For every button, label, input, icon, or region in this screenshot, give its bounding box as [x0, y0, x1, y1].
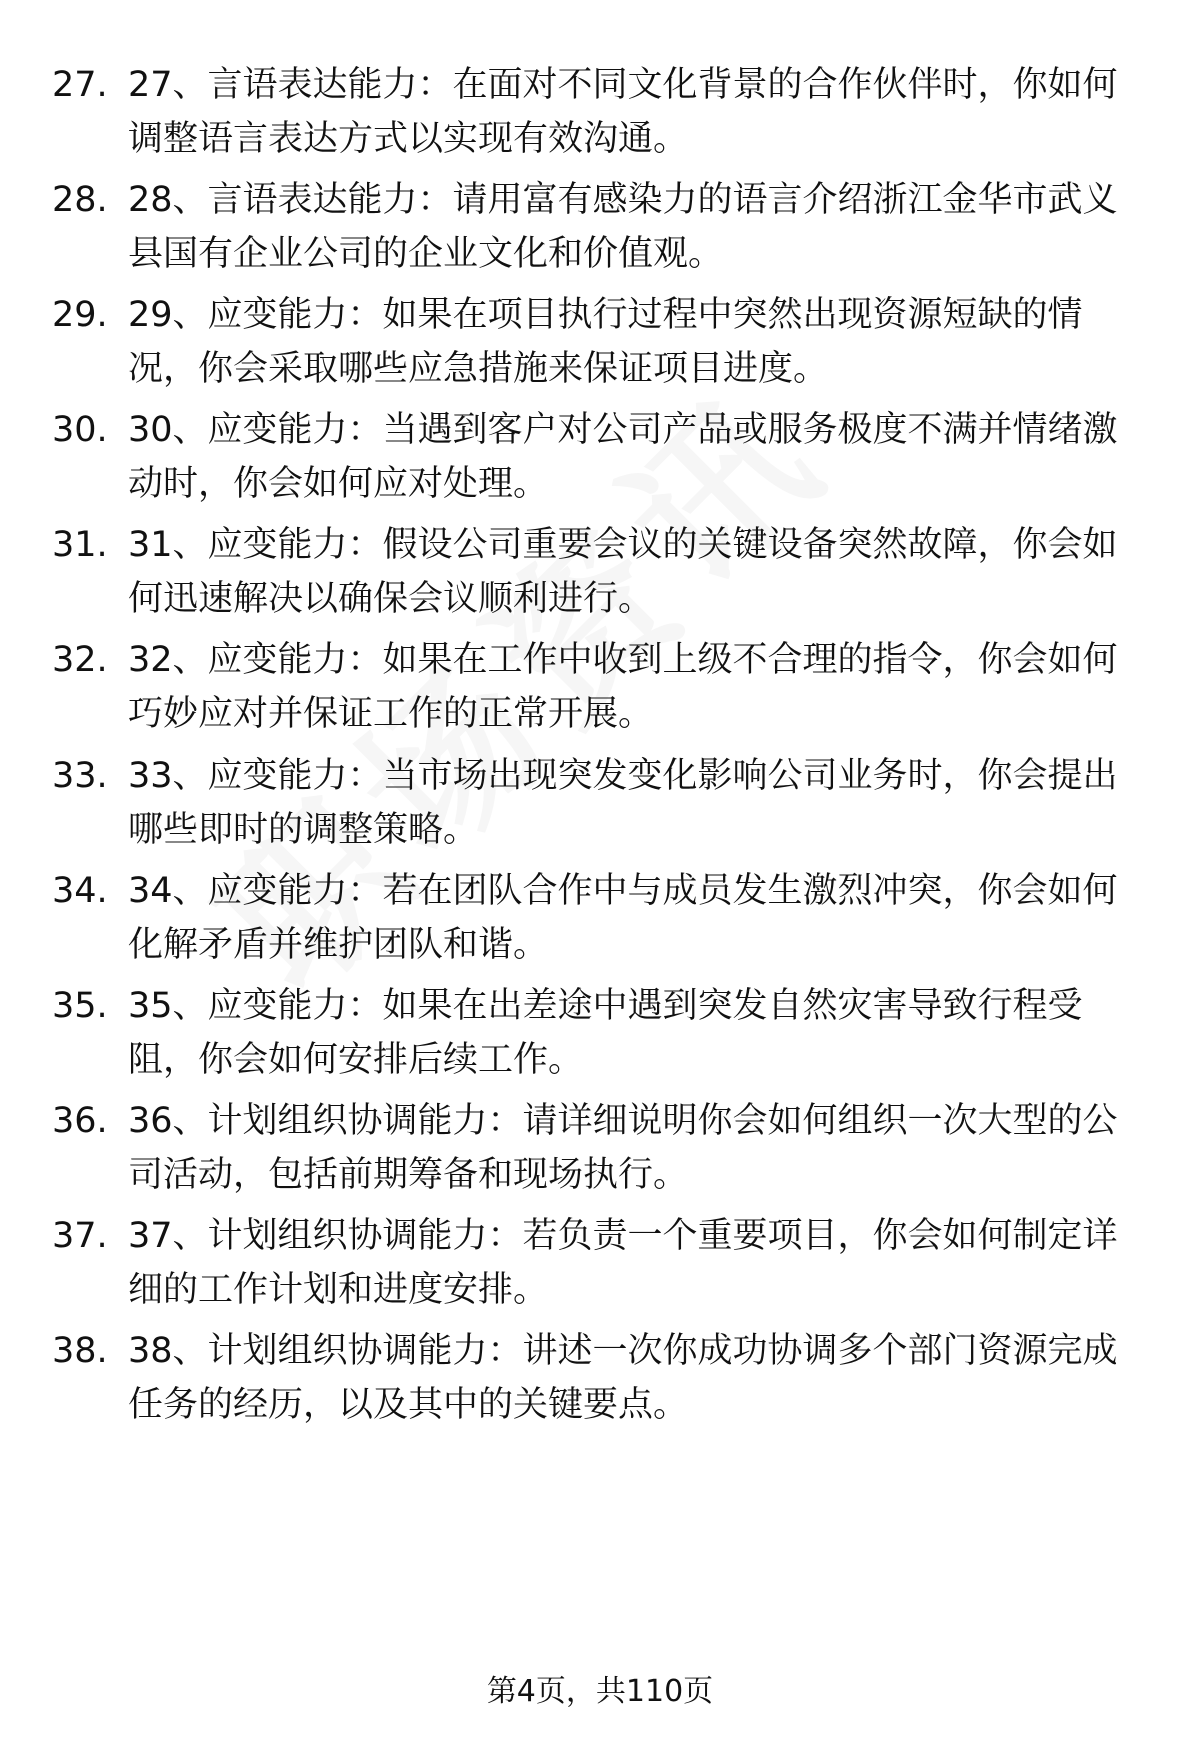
- item-text: 33、应变能力：当市场出现突发变化影响公司业务时，你会提出哪些即时的调整策略。: [128, 756, 1118, 850]
- item-number: 37.: [52, 1216, 108, 1256]
- item-text: 35、应变能力：如果在出差途中遇到突发自然灾害导致行程受阻，你会如何安排后续工作。: [128, 986, 1083, 1080]
- item-text: 32、应变能力：如果在工作中收到上级不合理的指令，你会如何巧妙应对并保证工作的正常开展。: [128, 640, 1118, 734]
- item-text: 28、言语表达能力：请用富有感染力的语言介绍浙江金华市武义县国有企业公司的企业文化和价值观。: [128, 180, 1118, 274]
- item-number: 34.: [52, 871, 108, 911]
- item-text: 31、应变能力：假设公司重要会议的关键设备突然故障，你会如何迅速解决以确保会议顺利进行。: [128, 525, 1118, 619]
- item-number: 33.: [52, 756, 108, 796]
- item-number: 35.: [52, 986, 108, 1026]
- item-number: 38.: [52, 1331, 108, 1371]
- page-footer: 第4页，共110页: [486, 1674, 714, 1709]
- item-text: 29、应变能力：如果在项目执行过程中突然出现资源短缺的情况，你会采取哪些应急措施来保证项目进度。: [128, 295, 1083, 389]
- item-number: 27.: [52, 65, 108, 105]
- item-number: 32.: [52, 640, 108, 680]
- item-text: 37、计划组织协调能力：若负责一个重要项目，你会如何制定详细的工作计划和进度安排。: [128, 1216, 1118, 1310]
- item-text: 36、计划组织协调能力：请详细说明你会如何组织一次大型的公司活动，包括前期筹备和现场执行。: [128, 1101, 1118, 1195]
- item-number: 36.: [52, 1101, 108, 1141]
- item-text: 38、计划组织协调能力：讲述一次你成功协调多个部门资源完成任务的经历，以及其中的关键要点。: [128, 1331, 1118, 1425]
- item-number: 31.: [52, 525, 108, 565]
- item-text: 34、应变能力：若在团队合作中与成员发生激烈冲突，你会如何化解矛盾并维护团队和谐。: [128, 871, 1118, 965]
- item-number: 30.: [52, 410, 108, 450]
- item-text: 30、应变能力：当遇到客户对公司产品或服务极度不满并情绪激动时，你会如何应对处理。: [128, 410, 1118, 504]
- item-number: 28.: [52, 180, 108, 220]
- item-number: 29.: [52, 295, 108, 335]
- item-text: 27、言语表达能力：在面对不同文化背景的合作伙伴时，你如何调整语言表达方式以实现有效沟通。: [128, 65, 1118, 159]
